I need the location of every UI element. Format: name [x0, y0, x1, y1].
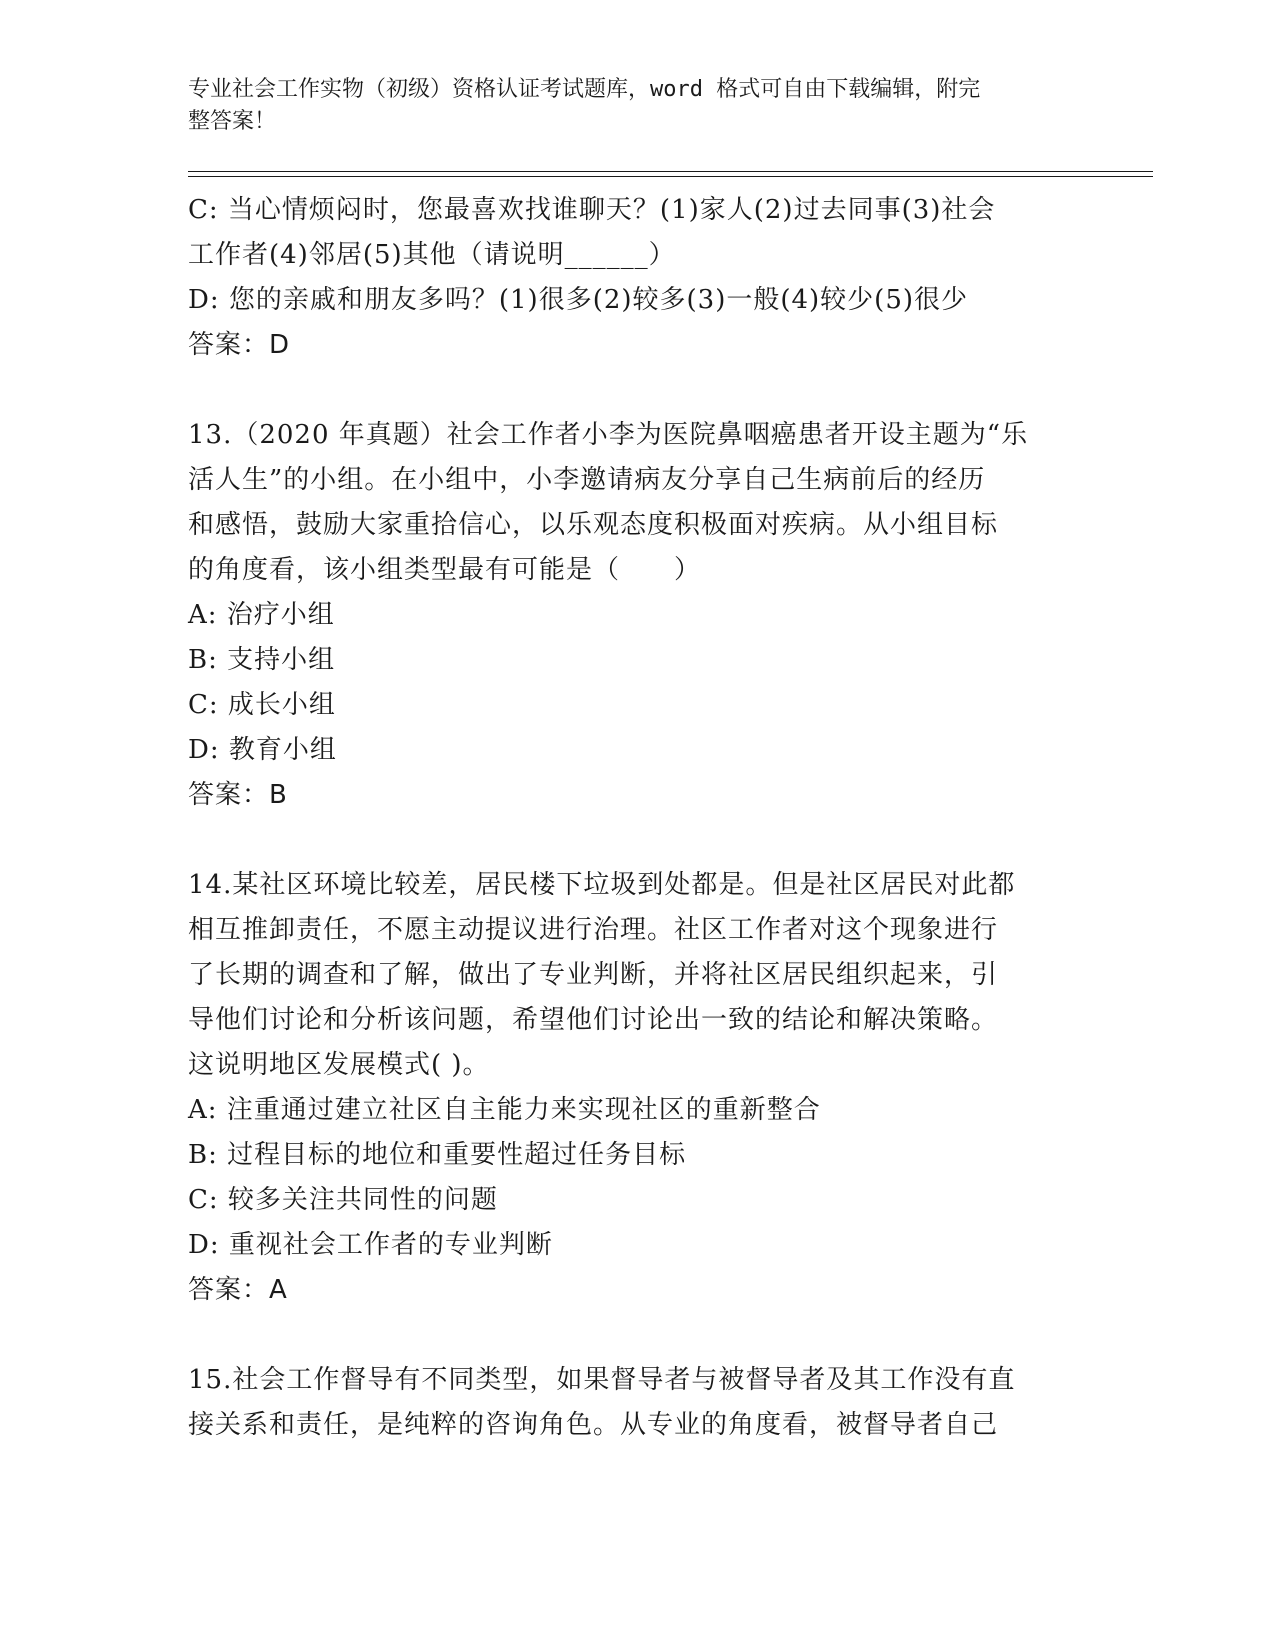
- option-c: C: 较多关注共同性的问题: [188, 1185, 498, 1215]
- option-a: A: 注重通过建立社区自主能力来实现社区的重新整合: [188, 1095, 821, 1125]
- answer: 答案：B: [188, 780, 288, 810]
- question-12: [188, 188, 1078, 368]
- question-14: [188, 863, 1078, 1313]
- page-header: [188, 74, 1078, 138]
- header-divider: [188, 171, 1153, 172]
- question-stem-line: 导他们讨论和分析该问题，希望他们讨论出一致的结论和解决策略。: [188, 1005, 999, 1035]
- question-15: [188, 1358, 1078, 1448]
- option-d: D: 教育小组: [188, 735, 337, 765]
- option-b: B: 支持小组: [188, 645, 336, 675]
- option-c: C: 成长小组: [188, 690, 336, 720]
- header-line: 整答案！: [188, 109, 277, 134]
- question-13: [188, 413, 1078, 818]
- question-stem-line: 接关系和责任，是纯粹的咨询角色。从专业的角度看，被督导者自己: [188, 1410, 999, 1440]
- option-d: D: 重视社会工作者的专业判断: [188, 1230, 553, 1260]
- question-list: [188, 188, 1078, 1448]
- question-stem-line: 14.某社区环境比较差，居民楼下垃圾到处都是。但是社区居民对此都: [188, 870, 1016, 900]
- header-line: 专业社会工作实物（初级）资格认证考试题库，word 格式可自由下载编辑，附完: [188, 77, 981, 102]
- question-stem-line: 了长期的调查和了解，做出了专业判断，并将社区居民组织起来，引: [188, 960, 999, 990]
- option-a: A: 治疗小组: [188, 600, 335, 630]
- question-stem-line: 13.（2020 年真题）社会工作者小李为医院鼻咽癌患者开设主题为“乐: [188, 420, 1029, 450]
- question-stem-line: 和感悟，鼓励大家重拾信心，以乐观态度积极面对疾病。从小组目标: [188, 510, 999, 540]
- header-divider: [188, 176, 1153, 177]
- question-stem-line: 的角度看，该小组类型最有可能是（ ）: [188, 555, 702, 585]
- answer: 答案：D: [188, 330, 291, 360]
- question-stem-line: 相互推卸责任，不愿主动提议进行治理。社区工作者对这个现象进行: [188, 915, 999, 945]
- answer: 答案：A: [188, 1275, 288, 1305]
- question-stem-line: 15.社会工作督导有不同类型，如果督导者与被督导者及其工作没有直: [188, 1365, 1016, 1395]
- option-d: D: 您的亲戚和朋友多吗？(1)很多(2)较多(3)一般(4)较少(5)很少: [188, 285, 969, 315]
- question-stem-line: 这说明地区发展模式( )。: [188, 1050, 490, 1080]
- question-stem-line: 活人生”的小组。在小组中，小李邀请病友分享自己生病前后的经历: [188, 465, 986, 495]
- option-c-continued: 工作者(4)邻居(5)其他（请说明______）: [188, 240, 676, 270]
- option-b: B: 过程目标的地位和重要性超过任务目标: [188, 1140, 687, 1170]
- option-c: C: 当心情烦闷时，您最喜欢找谁聊天？(1)家人(2)过去同事(3)社会: [188, 195, 996, 225]
